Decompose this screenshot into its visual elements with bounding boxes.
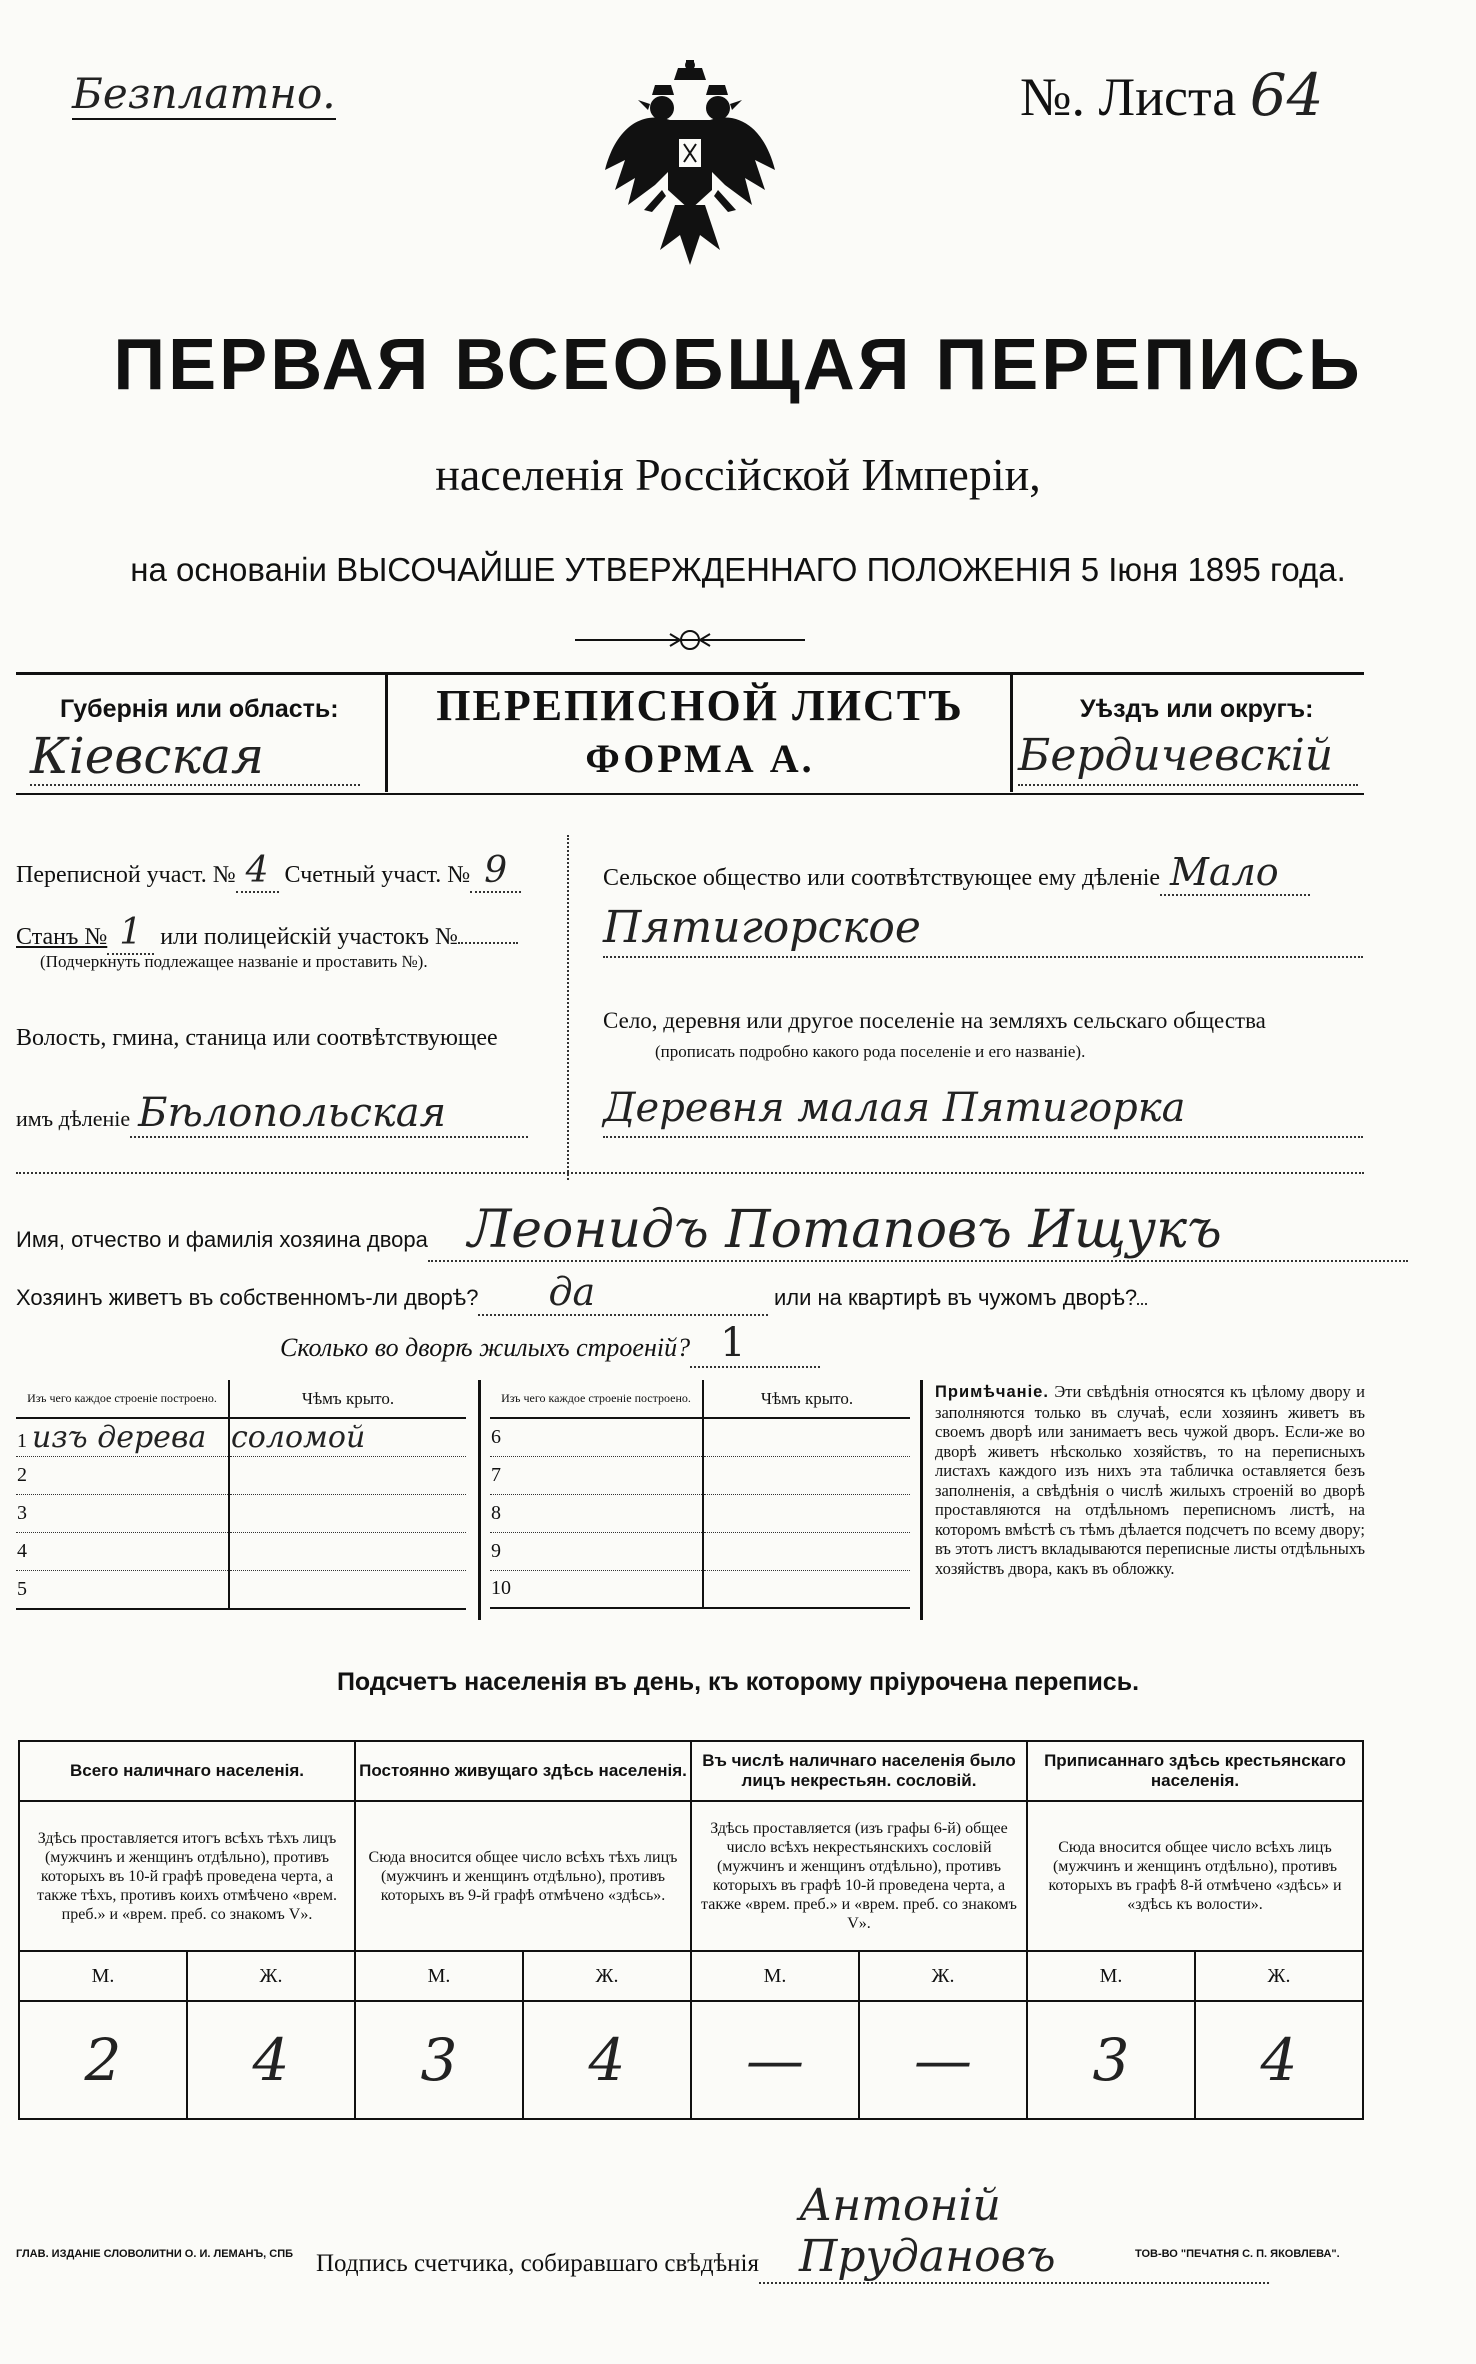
sheet-number-label: №. Листа <box>1020 67 1237 127</box>
signature-row: Подпись счетчика, собиравшаго свѣдѣніяАнтоній Прудановъ <box>316 2180 1316 2284</box>
village-note: (прописать подробно какого рода поселеніе и его названіе). <box>655 1042 1086 1061</box>
owner-name-row: Имя, отчество и фамилія хозяина двора Леонидъ Потаповъ Ищукъ <box>16 1200 1416 1262</box>
buildings-row: Сколько во дворѣ жилыхъ строеній? 1 <box>280 1320 820 1368</box>
volost-label: Волость, гмина, станица или соотвѣтствующее <box>16 1025 498 1051</box>
owner-lives-row: Хозяинъ живетъ въ собственномъ-ли дворѣ? да или на квартирѣ въ чужомъ дворѣ? <box>16 1270 1416 1316</box>
stan-value: 1 <box>107 912 154 955</box>
resident-female: 4 <box>523 2001 691 2119</box>
legal-basis: на основаніи ВЫСОЧАЙШЕ УТВЕРЖДЕННАГО ПОЛОЖЕНІЯ 5 Іюня 1895 года. <box>130 551 1346 588</box>
society-value-1: Мало <box>1160 850 1310 896</box>
peasant-female: 4 <box>1195 2001 1363 2119</box>
population-title: Подсчетъ населенія въ день, къ которому пріурочена перепись. <box>336 1668 1140 1696</box>
buildings-value: 1 <box>690 1320 820 1368</box>
signature-value: Антоній Прудановъ <box>759 2180 1269 2284</box>
free-label: Безплатно. <box>72 69 336 118</box>
nonpeasant-female: — <box>859 2001 1027 2119</box>
buildings-table-left: Изъ чего каждое строеніе построено. Чѣмъ крыто. 1 изъ дерева соломой 2 3 4 5 <box>16 1380 466 1610</box>
eagle-emblem-icon <box>600 60 780 280</box>
census-district-row: Переписной участ. № 4 Счетный участ. № 9 <box>16 850 556 891</box>
village-label: Село, деревня или другое поселеніе на земляхъ сельскаго общества <box>603 1008 1266 1033</box>
underline-note: (Подчеркнуть подлежащее названіе и проставить №). <box>40 952 428 971</box>
sheet-number-value: 64 <box>1249 61 1324 129</box>
footer-left: ГЛАВ. ИЗДАНІЕ СЛОВОЛИТНИ О. И. ЛЕМАНЪ, СПБ <box>16 2248 294 2260</box>
stan-row: Станъ № 1 или полицейскій участокъ № <box>16 912 556 953</box>
table-row: 3 <box>16 1495 466 1533</box>
form-subtitle: ФОРМА А. <box>585 736 815 781</box>
table-row: 10 <box>490 1570 910 1608</box>
table-row: 7 <box>490 1456 910 1494</box>
uezd-label: Уѣздъ или округъ: <box>1080 695 1314 723</box>
volost-row: имъ дѣленіе Бѣлопольская <box>16 1090 556 1138</box>
ornament-divider-icon <box>575 628 805 652</box>
table-row: 4 <box>16 1533 466 1571</box>
form-title: ПЕРЕПИСНОЙ ЛИСТЪ <box>436 681 964 730</box>
population-table: Всего наличнаго населенія. Постоянно живущаго здѣсь населенія. Въ числѣ наличнаго населенія было лицъ некрестьян. сословій. Приписаннаго здѣсь крестьянскаго населенія. Здѣсь проставляется итогъ всѣхъ тѣхъ лицъ (мужчинъ и женщинъ отдѣльно), противъ которыхъ въ 10-й графѣ проведена черта, а также тѣхъ, противъ коихъ отмѣчено «врем. преб.» и «врем. преб. со знакомъ V». Сюда вносится общее число всѣхъ тѣхъ лицъ (мужчинъ и женщинъ отдѣльно), противъ которыхъ въ 9-й графѣ отмѣчено «здѣсь». Здѣсь проставляется (изъ графы 6-й) общее число всѣхъ некрестьянскихъ сословій (мужчинъ и женщинъ отдѣльно), противъ которыхъ въ графѣ 10-й проведена черта, а также «врем. преб.» и «врем. преб. со знакомъ V». Сюда вносится общее число всѣхъ лицъ (мужчинъ и женщинъ отдѣльно), противъ которыхъ въ графѣ 8-й отмѣчено «здѣсь» и «здѣсь къ волости». М. Ж. М. Ж. М. Ж. М. Ж. 2 4 3 4 — — 3 4 <box>18 1740 1364 2120</box>
resident-male: 3 <box>355 2001 523 2119</box>
table-row: 6 <box>490 1418 910 1456</box>
total-male: 2 <box>19 2001 187 2119</box>
society-row: Сельское общество или соотвѣтствующее ему дѣленіе Мало <box>603 850 1363 896</box>
total-female: 4 <box>187 2001 355 2119</box>
society-value-2: Пятигорское <box>603 900 1363 958</box>
peasant-male: 3 <box>1027 2001 1195 2119</box>
table-row: 9 <box>490 1532 910 1570</box>
guberniya-value: Кіевская <box>30 728 360 786</box>
census-district-value: 4 <box>236 850 279 893</box>
uezd-value: Бердичевскій <box>1018 728 1358 786</box>
counting-district-value: 9 <box>470 850 521 893</box>
guberniya-label: Губернія или область: <box>60 695 339 723</box>
nonpeasant-male: — <box>691 2001 859 2119</box>
table-row: 8 <box>490 1494 910 1532</box>
buildings-note: Примѣчаніе. Эти свѣдѣнія относятся къ цѣлому двору и заполняются только въ случаѣ, если хозяинъ живетъ въ своемъ дворѣ или занимаетъ весь чужой дворъ. Если-же во дворѣ живетъ нѣсколько хозяйствъ, то на переписныхъ листахъ каждого изъ нихъ эта табличка оставляется безъ заполненія, а свѣдѣнія о числѣ жилыхъ строеній во дворѣ проставляются на отдѣльномъ переписномъ листѣ, на которомъ вмѣстѣ съ тѣмъ дѣлается подсчетъ по всему двору; въ этотъ листъ вкладываются переписные листы отдѣльныхъ хозяйствъ двора, какъ въ обложку. <box>935 1382 1365 1578</box>
village-value: Деревня малая Пятигорка <box>603 1080 1363 1138</box>
page-title: ПЕРВАЯ ВСЕОБЩАЯ ПЕРЕПИСЬ <box>113 325 1363 405</box>
table-row: 5 <box>16 1571 466 1609</box>
table-row: 1 изъ дерева соломой <box>16 1418 466 1457</box>
sheet-number <box>1020 60 1324 132</box>
page-subtitle: населенія Россійской Имперіи, <box>435 449 1041 500</box>
volost-value: Бѣлопольская <box>130 1090 528 1138</box>
table-row: 2 <box>16 1457 466 1495</box>
buildings-table-right: Изъ чего каждое строеніе построено. Чѣмъ крыто. 6 7 8 9 10 <box>490 1380 910 1609</box>
owner-lives-value: да <box>478 1270 768 1316</box>
footer-right: ТОВ-ВО "ПЕЧАТНЯ С. П. ЯКОВЛЕВА". <box>1135 2248 1340 2260</box>
owner-name-value: Леонидъ Потаповъ Ищукъ <box>428 1200 1408 1262</box>
